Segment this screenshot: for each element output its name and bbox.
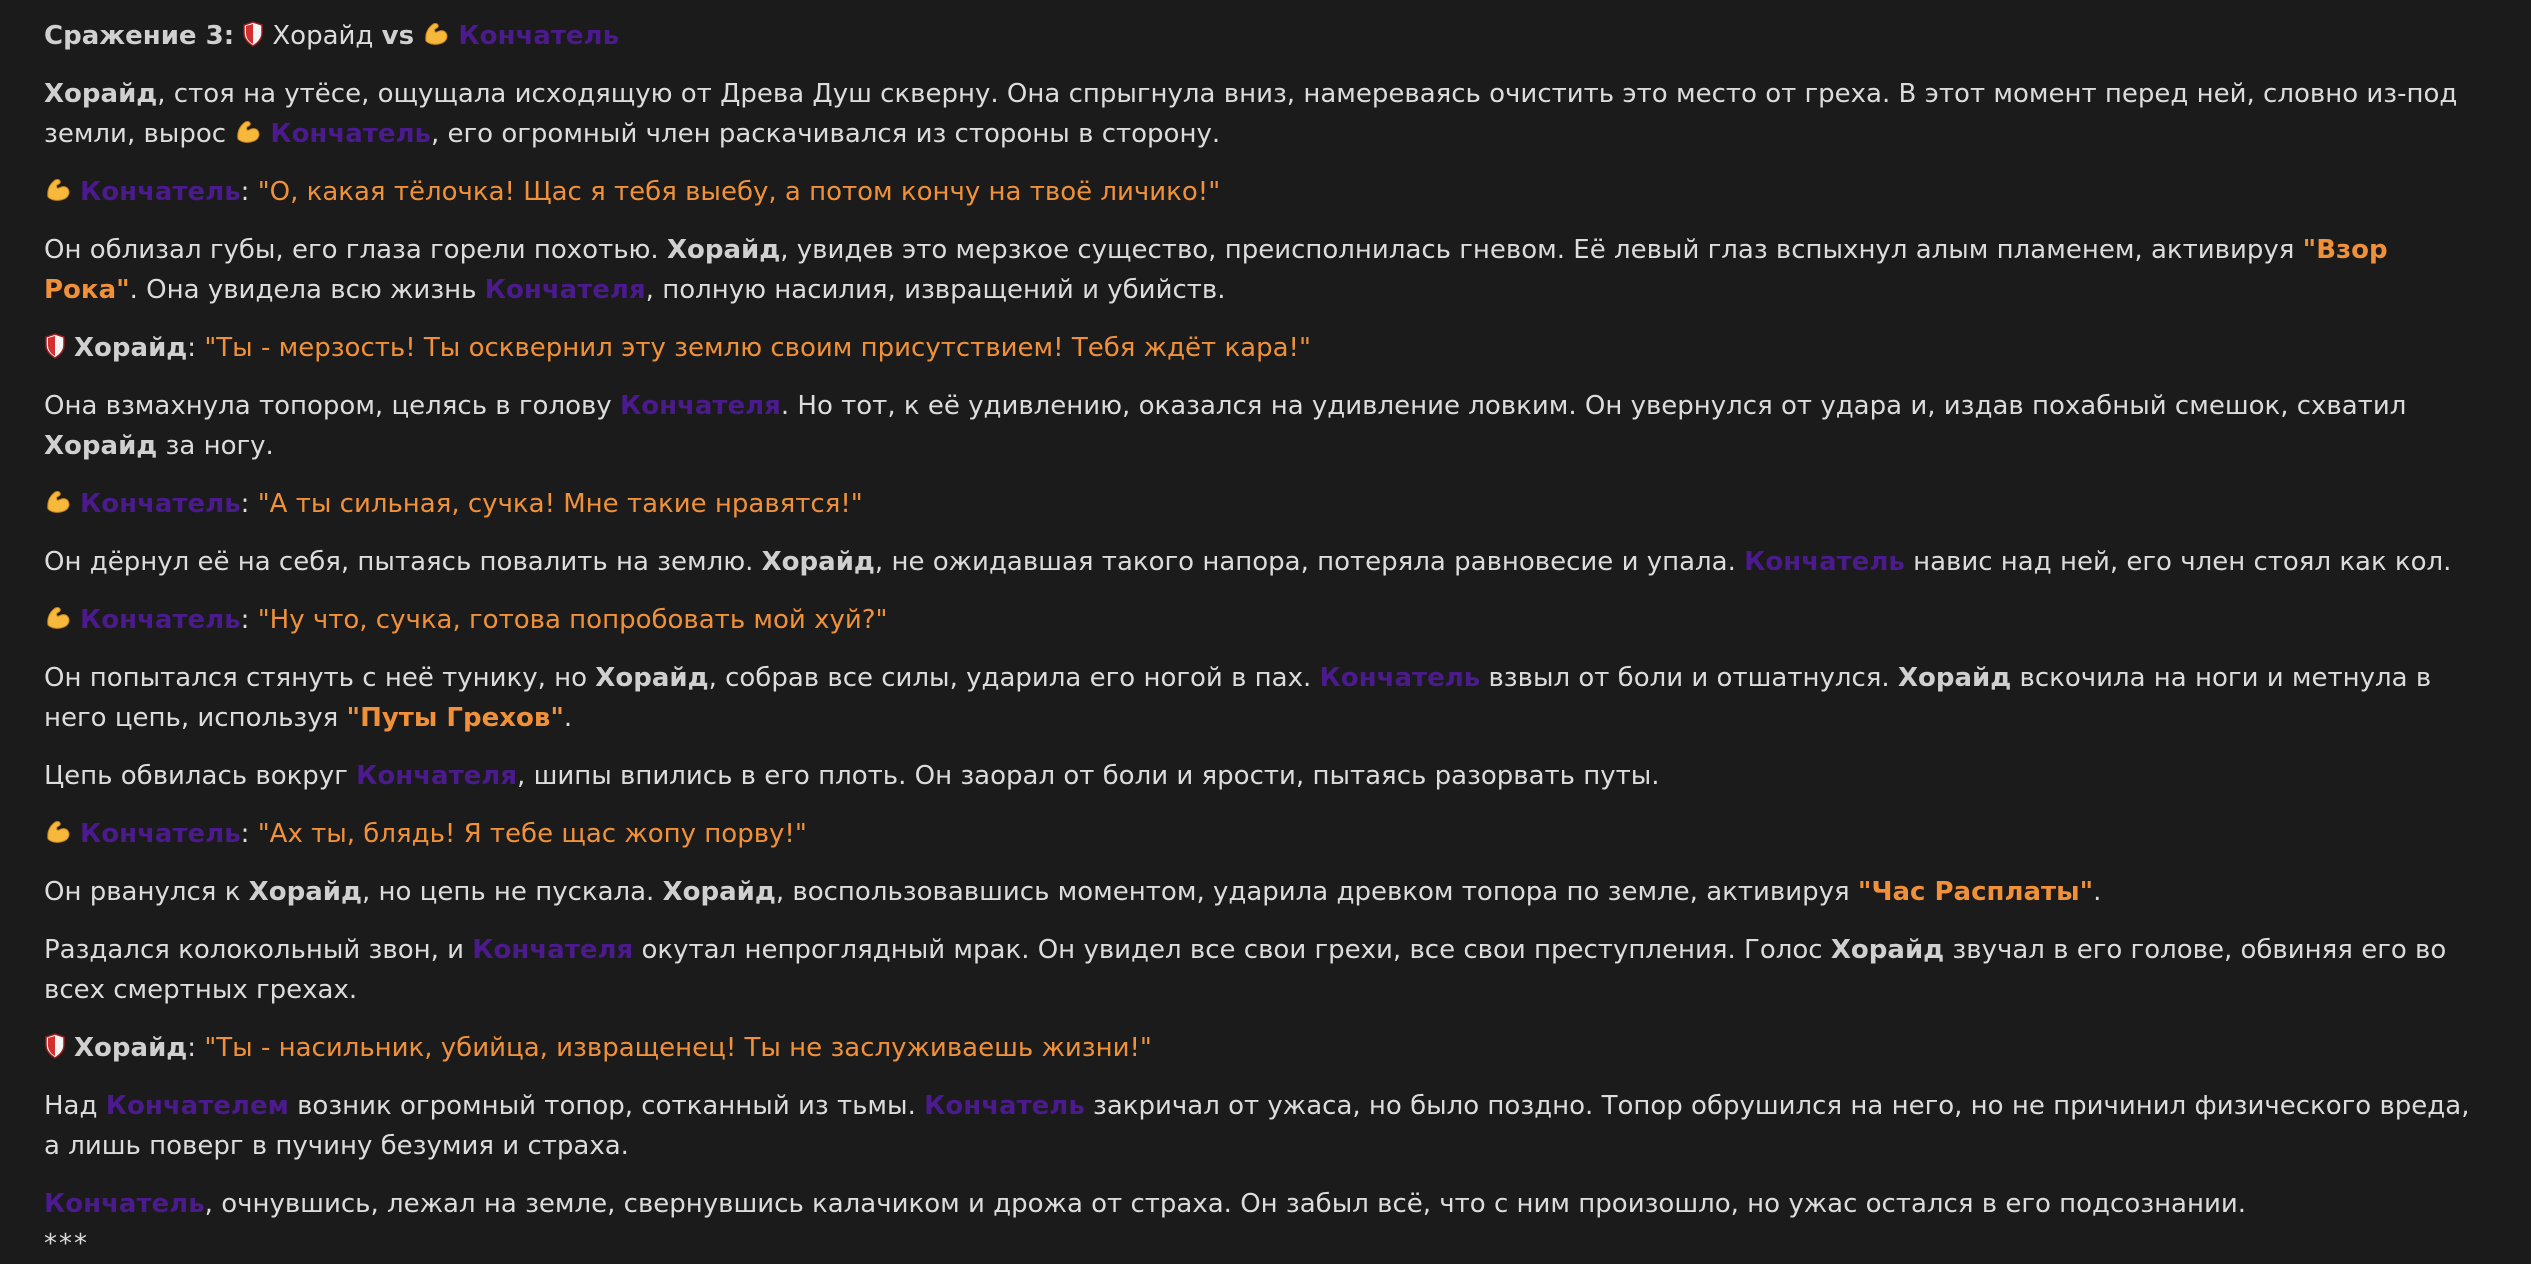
paragraph-text: , увидев это мерзкое существо, преисполнилась гневом. Её левый глаз вспыхнул алым пламенем, активируя [780,235,2303,265]
paragraph-text: Раздался колокольный звон, и [44,935,473,965]
shield-icon [44,333,66,359]
horaid-name: Хорайд [44,79,158,109]
dialogue-line-3 [44,484,2487,524]
konch-name: Кончатель [80,819,241,849]
story-paragraph-4 [44,542,2487,582]
horaid-name: Хорайд [761,547,875,577]
horaid-name: Хорайд [44,431,158,461]
horaid-name: Хорайд [74,1033,188,1063]
dialogue-quote: "Ты - насильник, убийца, извращенец! Ты не заслуживаешь жизни!" [204,1033,1152,1063]
shield-icon [242,21,264,47]
paragraph-text: Он облизал губы, его глаза горели похотью. [44,235,667,265]
colon: : [240,605,250,635]
story-paragraph-7 [44,872,2487,912]
paragraph-text: Над [44,1091,106,1121]
flexed-biceps-icon [44,817,72,845]
paragraph-text: , шипы впились в его плоть. Он заорал от боли и ярости, пытаясь разорвать путы. [517,761,1660,791]
dialogue-quote: "Ах ты, блядь! Я тебе щас жопу порву!" [257,819,807,849]
konch-name: Кончатель [80,605,241,635]
paragraph-text: , не ожидавшая такого напора, потеряла равновесие и упала. [874,547,1745,577]
paragraph-text: . [2093,877,2102,907]
paragraph-text: Цепь обвилась вокруг [44,761,357,791]
konch-name: Кончатель [924,1091,1085,1121]
paragraph-text: закричал от ужаса, но было поздно. Топор обрушился на него, но не причинил физического вреда, а лишь поверг в пучину безумия и страха. [44,1091,2470,1161]
horaid-name: Хорайд [74,333,188,363]
paragraph-text: , его огромный член раскачивался из стороны в сторону. [430,119,1221,149]
flexed-biceps-icon [44,603,72,631]
paragraph-text: навис над ней, его член стоял как кол. [1904,547,2452,577]
konch-name: Кончатель [80,489,241,519]
dialogue-line-2 [44,328,2487,368]
konch-name: Кончатель [270,119,431,149]
horaid-name: Хорайд [1830,935,1945,965]
colon: : [240,177,250,207]
battle-title-prefix: Сражение 3: [44,21,235,51]
konch-name: Кончатель [458,21,620,51]
section-separator: *** [44,1229,89,1259]
konch-name: Кончателя [484,275,646,305]
paragraph-text: , воспользовавшись моментом, ударила древком топора по земле, активируя [775,877,1858,907]
konch-name: Кончателя [619,391,781,421]
flexed-biceps-icon [234,117,262,145]
story-paragraph-1 [44,74,2487,154]
paragraph-text: . Она увидела всю жизнь [129,275,485,305]
konch-name: Кончателя [356,761,518,791]
story-paragraph-2 [44,230,2487,310]
paragraph-text: Он рванулся к [44,877,249,907]
paragraph-text: , полную насилия, извращений и убийств. [645,275,1226,305]
story-paragraph-8 [44,930,2487,1010]
paragraph-text: , стоя на утёсе, ощущала исходящую от Древа Душ скверну. Она спрыгнула вниз, намереваясь очистить это место от греха. В этот момент перед ней, словно из-под земли, вырос [44,79,2458,149]
paragraph-text: Он дёрнул её на себя, пытаясь повалить на землю. [44,547,762,577]
paragraph-text: . [563,703,573,733]
flexed-biceps-icon [44,487,72,515]
dialogue-quote: "О, какая тёлочка! Щас я тебя выебу, а потом кончу на твоё личико!" [257,177,1221,207]
paragraph-text: вскочила на ноги и метнула в него цепь, используя [44,663,2432,733]
dialogue-quote: "А ты сильная, сучка! Мне такие нравятся!" [257,489,863,519]
konch-name: Кончателем [105,1091,289,1121]
dialogue-quote: "Ну что, сучка, готова попробовать мой хуй?" [257,605,888,635]
flexed-biceps-icon [44,175,72,203]
paragraph-text: , очнувшись, лежал на земле, свернувшись калачиком и дрожа от страха. Он забыл всё, что с ним произошло, но ужас остался в его подсознании. [204,1189,2247,1219]
colon: : [187,1033,197,1063]
paragraph-text: окутал непроглядный мрак. Он увидел все свои грехи, все свои преступления. Голос [633,935,1831,965]
konch-name: Кончателя [472,935,634,965]
paragraph-text: . Но тот, к её удивлению, оказался на удивление ловким. Он увернулся от удара и, издав похабный смешок, схватил [780,391,2407,421]
horaid-name: Хорайд [666,235,781,265]
flexed-biceps-icon [422,19,450,47]
horaid-name: Хорайд [662,877,776,907]
paragraph-text: звучал в его голове, обвиняя его во всех смертных грехах. [44,935,2447,1005]
konch-name: Кончатель [44,1189,205,1219]
paragraph-text: взвыл от боли и отшатнулся. [1480,663,1898,693]
shield-icon [44,1033,66,1059]
skill-name: "Взор Рока" [44,235,2388,305]
vs-label: vs [381,21,415,51]
colon: : [240,489,250,519]
konch-name: Кончатель [1744,547,1905,577]
paragraph-text: Он попытался стянуть с неё тунику, но [44,663,596,693]
story-paragraph-5 [44,658,2487,738]
story-paragraph-9 [44,1086,2487,1166]
paragraph-text: Она взмахнула топором, целясь в голову [44,391,620,421]
paragraph-text: за ногу. [157,431,274,461]
dialogue-quote: "Ты - мерзость! Ты осквернил эту землю своим присутствием! Тебя ждёт кара!" [204,333,1311,363]
battle-title [44,16,2487,56]
skill-name: "Час Расплаты" [1857,877,2094,907]
horaid-name: Хорайд [1897,663,2012,693]
konch-name: Кончатель [1319,663,1481,693]
horaid-name: Хорайд [248,877,362,907]
paragraph-text: , собрав все силы, ударила его ногой в пах. [708,663,1320,693]
horaid-name: Хорайд [595,663,709,693]
dialogue-line-1 [44,172,2487,212]
konch-name: Кончатель [80,177,241,207]
story-paragraph-10 [44,1184,2487,1224]
dialogue-line-5 [44,814,2487,854]
dialogue-line-6 [44,1028,2487,1068]
paragraph-text: возник огромный топор, сотканный из тьмы. [288,1091,925,1121]
skill-name: "Путы Грехов" [346,703,564,733]
paragraph-text: , но цепь не пускала. [361,877,663,907]
story-paragraph-3 [44,386,2487,466]
colon: : [187,333,197,363]
colon: : [240,819,250,849]
horaid-name: Хорайд [272,21,374,51]
story-paragraph-6 [44,756,2487,796]
dialogue-line-4 [44,600,2487,640]
